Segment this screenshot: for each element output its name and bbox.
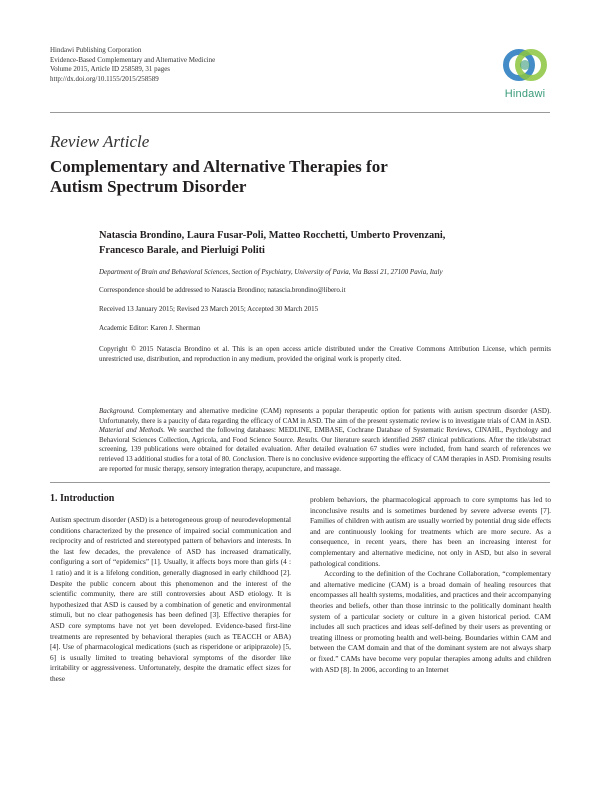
abstract-conclusion-label: Conclusion. [232,454,267,463]
article-title [50,157,470,197]
abstract-results-label: Results. [296,435,319,444]
paragraph: According to the definition of the Cochrane Collaboration, “complementary and alternative medicine (CAM) is a broad domain of healing resources that encompasses all health systems, modalities, and practices and their accompanying theories and beliefs, other than those intrinsic to the politically dominant health system of a particular society or culture in a given historical period. CAM includes all such practices and ideas self-defined by their users as preventing or treating illness or promoting health and well-being. Boundaries within CAM and between the CAM domain and that of the dominant system are not always sharp or fixed.” CAMs have become very popular therapies among adults and children with ASD [8]. In 2006, according to an Internet [310,569,551,674]
title-line-2: Autism Spectrum Disorder [50,177,247,196]
author-list [99,228,519,258]
paragraph: Autism spectrum disorder (ASD) is a heterogeneous group of neurodevelopmental conditions characterized by the presence of impaired social communication and reciprocity and of restricted and stereotyped pattern of behaviors and interests. In the last few decades, the prevalence of ASD has increased dramatically, configuring a sort of “epidemics” [1]. Usually, it affects boys more than girls (4 : 1 ratio) and it is a lifelong condition, generally diagnosed in early childhood [2]. Despite the public concern about this phenomenon and the interest of the scientific community, there are still controversies about ASD etiology. It is hypothesized that ASD is caused by a combination of genetic and environmental stimuli, but no clear pathogenesis has been defined [3]. Effective therapies for ASD core symptoms have not yet been developed. Evidence-based first-line treatments are represented by behavioral therapies (such as TEACCH or ABA) [4]. Use of pharmacological medications (such as risperidone or aripiprazole) [5, 6] is usually limited to treating behavioral symptoms of the disorder like irritability or aggressiveness. Unfortunately, despite the dramatic effect sizes for these [50,515,291,683]
abstract-background-label: Background. [99,407,135,415]
journal-name: Evidence-Based Complementary and Alternative Medicine [50,55,216,64]
abstract-background: Complementary and alternative medicine (CAM) represents a popular therapeutic option for patients with autism spectrum disorder (ASD). Unfortunately, there is a paucity of data regarding the efficacy of CAM in ASD. The aim of the present systematic review is to investigate trials of CAM in ASD. [99,407,551,425]
authors-line-1: Natascia Brondino, Laura Fusar-Poli, Matteo Rocchetti, Umberto Provenzani, [99,230,446,241]
received-dates: Received 13 January 2015; Revised 23 March 2015; Accepted 30 March 2015 [99,305,319,313]
hindawi-logo-icon [499,44,551,86]
publisher-name: Hindawi Publishing Corporation [50,46,142,54]
abstract-methods: We searched the following databases: MEDLINE, EMBASE, Cochrane Database of Systematic Reviews, CINAHL, Psychology and Behavioral Sciences Collection, Agricola, and Food Science Source. [99,426,551,444]
logo-text: Hindawi [504,88,546,100]
affiliation: Department of Brain and Behavioral Sciences, Section of Psychiatry, University of Pavia, Via Bassi 21, 27100 Pavia, Italy [99,268,443,276]
paragraph: problem behaviors, the pharmacological approach to core symptoms has led to inconclusive results and is sometimes burdened by severe adverse events [7]. Families of children with autism are usually worried by potential drug side effects and are continuously looking for treatments which are more secure. As a consequence, in recent years, there has been an increasing interest for complementary and alternative medicine, not only in ASD, but also in several pathological conditions. [310,495,551,568]
header-divider [50,112,550,113]
body-column-right [310,495,551,675]
journal-header [50,46,215,84]
article-type: Review Article [50,132,150,151]
volume-info: Volume 2015, Article ID 258589, 31 pages [50,65,171,74]
authors-line-2: Francesco Barale, and Pierluigi Politi [99,245,265,256]
section-heading: 1. Introduction [50,493,115,504]
abstract-results: Our literature search identified 2687 clinical publications. After the title/abstract screening, 139 publications were obtained for detailed evaluation. After detailed evaluation 67 studies were included, from hand search of references we retrieved 13 additional studies for a total of 80. [99,435,552,463]
copyright-notice: Copyright © 2015 Natascia Brondino et al. This is an open access article distributed under the Creative Commons Attribution License, which permits unrestricted use, distribution, and reproduction in any medium, provided the original work is properly cited. [99,345,551,363]
body-column-left [50,515,291,685]
abstract-divider [50,482,550,483]
abstract [99,407,551,474]
correspondence: Correspondence should be addressed to Natascia Brondino; natascia.brondino@libero.it [99,286,346,294]
title-line-1: Complementary and Alternative Therapies for [50,157,388,176]
doi-link[interactable]: http://dx.doi.org/10.1155/2015/258589 [50,74,159,83]
academic-editor: Academic Editor: Karen J. Sherman [99,324,201,332]
abstract-methods-label: Material and Methods. [99,426,166,435]
hindawi-logo [499,44,551,104]
abstract-conclusion: There is no conclusive evidence supporting the efficacy of CAM therapies in ASD. Promising results are reported for music therapy, sensory integration therapy, acupuncture, and massage. [99,454,551,473]
